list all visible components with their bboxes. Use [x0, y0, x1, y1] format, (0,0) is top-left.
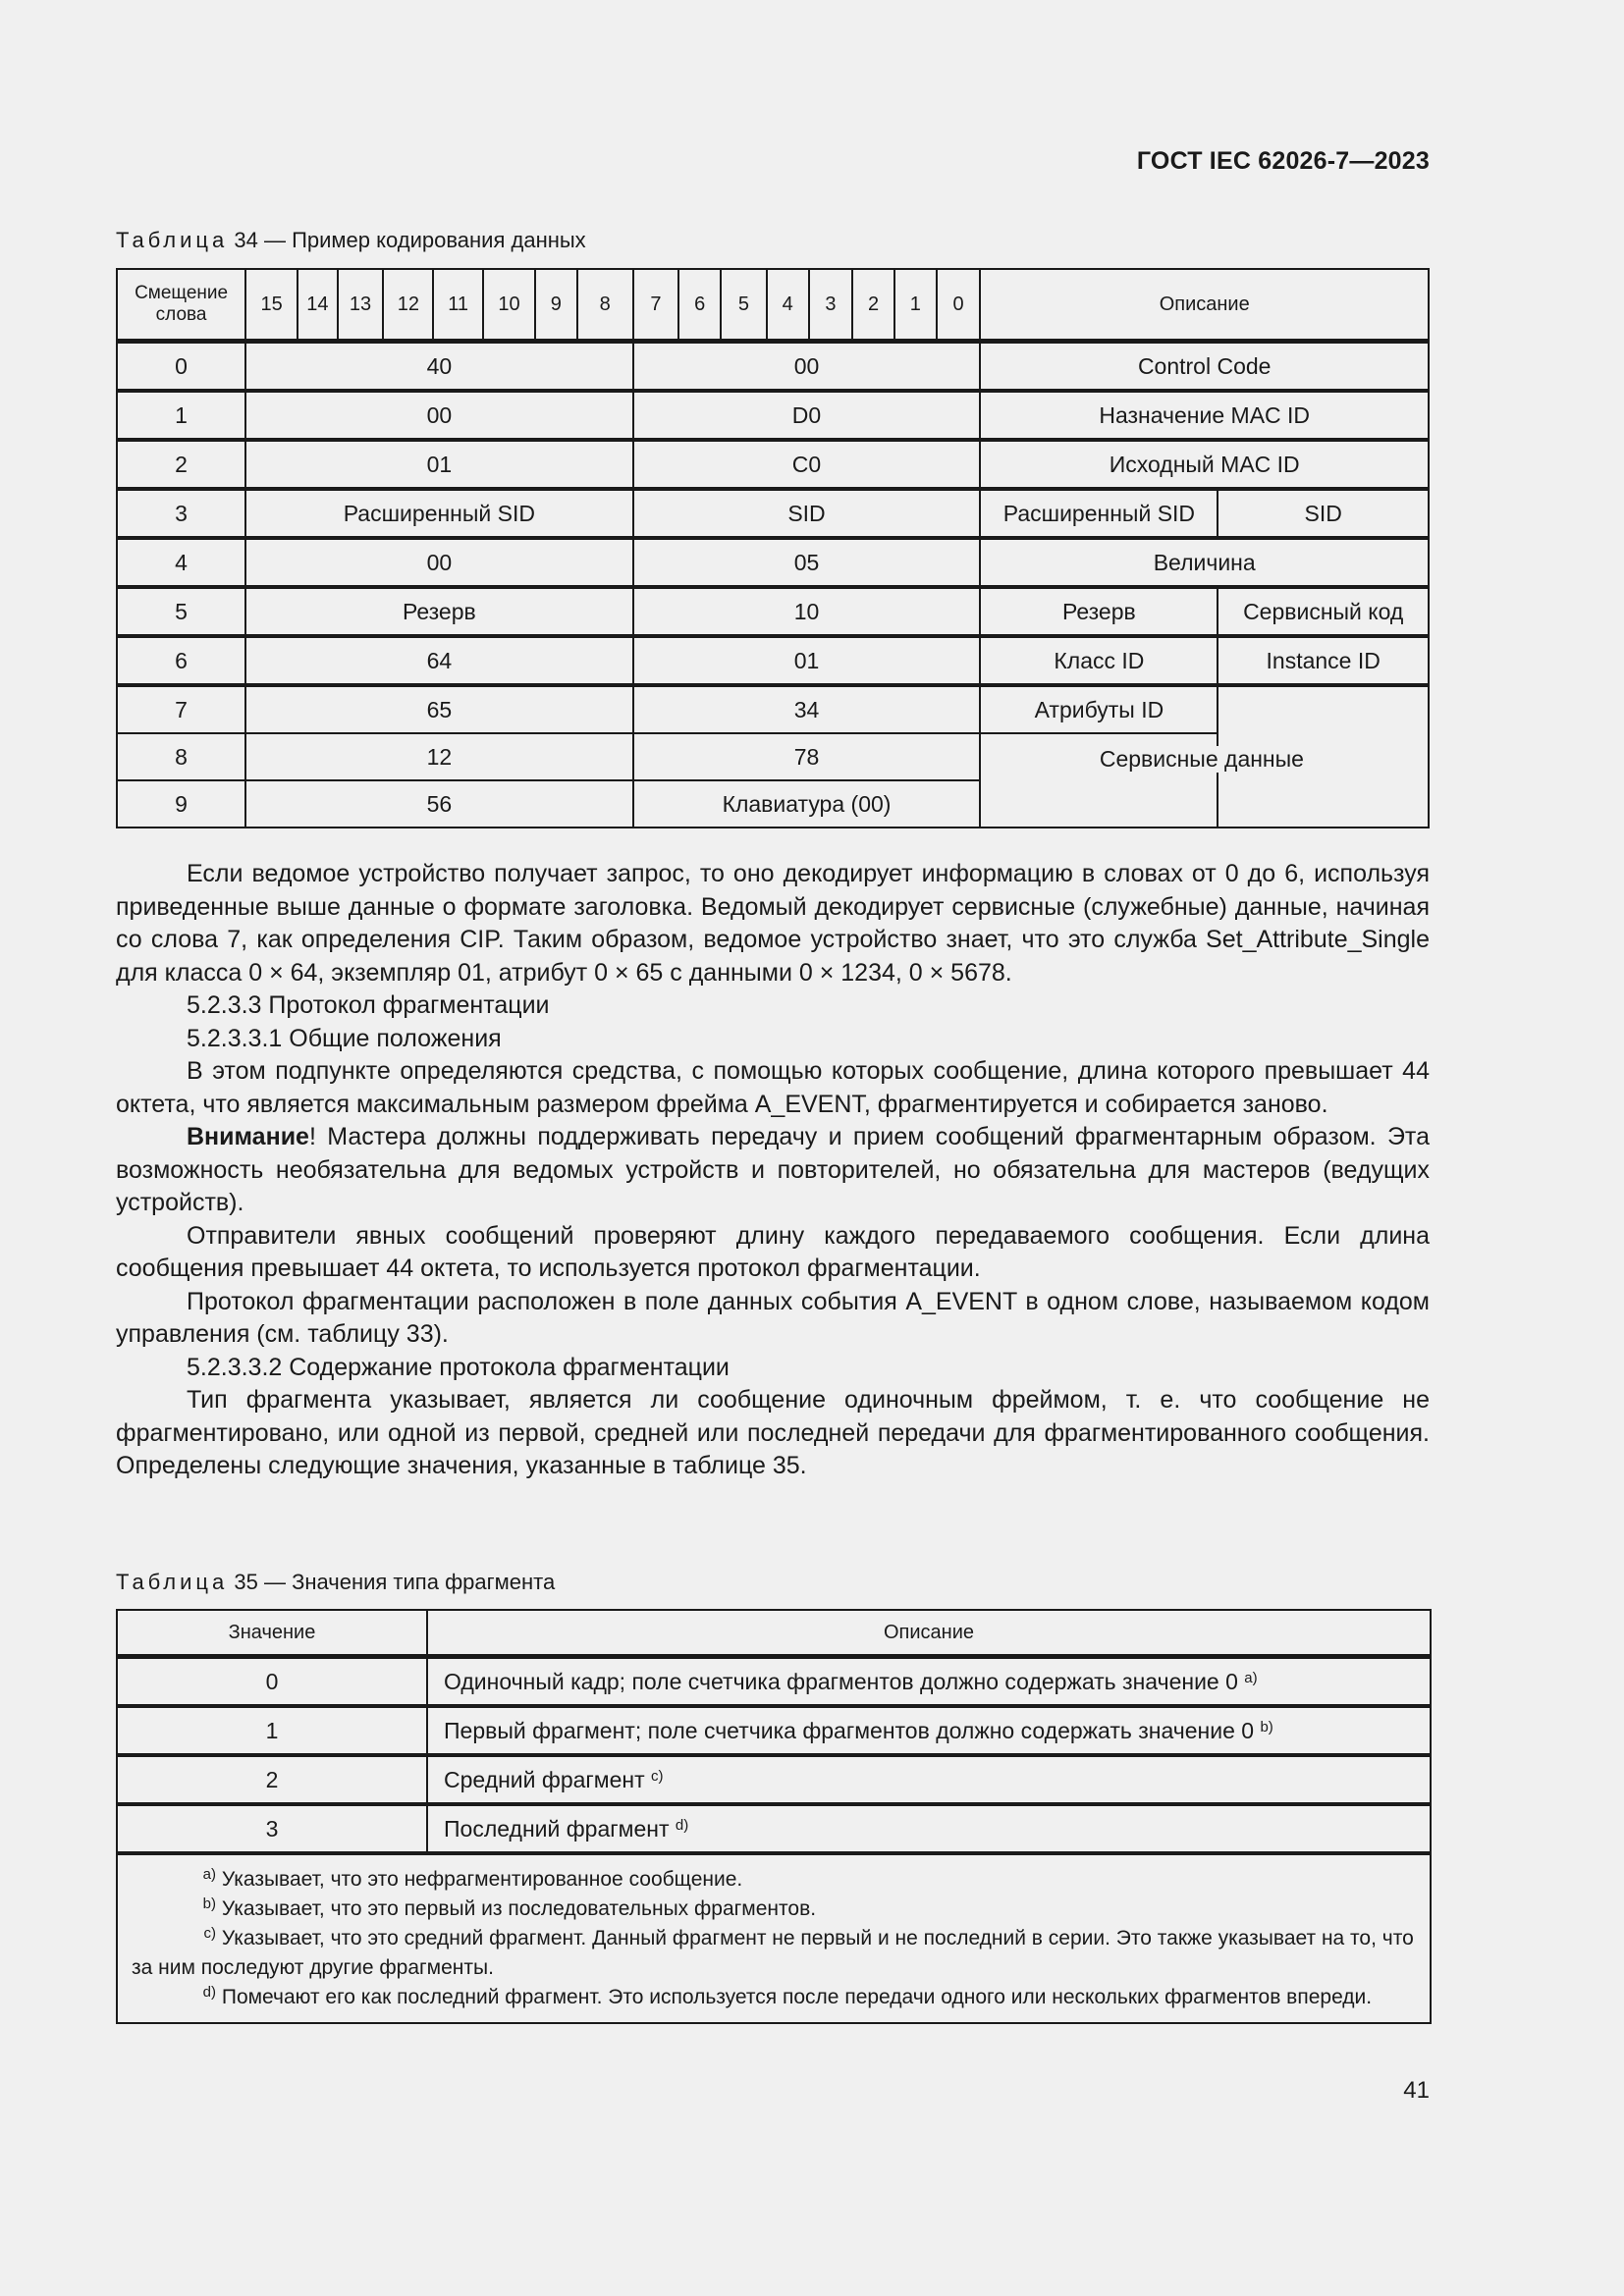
table-row: [117, 1706, 1431, 1755]
service-data-label: Сервисные данные: [981, 746, 1422, 773]
table-row: [117, 685, 1429, 733]
cell-high-byte: 00: [245, 391, 632, 440]
cell-low-byte: 00: [633, 342, 981, 392]
warning-text: ! Мастера должны поддерживать передачу и прием сообщений фрагментарным образом. Эта возможность необязательна для ведомых устройств и повторителей, но обязательна для мастеров (ведущих устройств).: [116, 1123, 1430, 1216]
header-bit: 5: [721, 269, 767, 342]
table-35-header-row: [117, 1610, 1431, 1657]
table-row: [117, 1755, 1431, 1804]
cell-high-byte: Расширенный SID: [245, 489, 632, 538]
paragraph: Если ведомое устройство получает запрос, то оно декодирует информацию в словах от 0 до 6, используя приведенные выше данные о формате заголовка. Ведомый декодирует сервисные (служебные) данные, начиная со слова 7, как определения CIP. Таким образом, ведомое устройство знает, что это служба Set_Attribute_Single для класса 0 × 64, экземпляр 01, атрибут 0 × 65 с данными 0 × 1234, 0 × 5678.: [116, 860, 1430, 987]
cell-high-byte: Резерв: [245, 587, 632, 636]
section-heading: 5.2.3.3.1 Общие положения: [187, 1024, 502, 1052]
paragraph: Протокол фрагментации расположен в поле данных события A_EVENT в одном слове, называемом кодом управления (см. таблицу 33).: [116, 1287, 1430, 1348]
cell-description-b: SID: [1218, 489, 1429, 538]
header-bit: 8: [577, 269, 633, 342]
header-value: Значение: [117, 1610, 427, 1657]
table-row: [117, 587, 1429, 636]
table-row: [117, 538, 1429, 587]
table-35-caption: [116, 1570, 555, 1595]
cell-description-a: Атрибуты ID: [980, 685, 1218, 733]
header-bit: 13: [338, 269, 384, 342]
cell-low-byte: C0: [633, 440, 981, 489]
section-heading: 5.2.3.3 Протокол фрагментации: [187, 991, 550, 1019]
footnote: [132, 1983, 1416, 2012]
footnote-mark: a): [202, 1866, 216, 1883]
cell-description: Исходный MAC ID: [980, 440, 1429, 489]
table-notes: [117, 1853, 1431, 2023]
cell-description: [427, 1755, 1431, 1804]
table-row: [117, 440, 1429, 489]
header-bit: 1: [894, 269, 937, 342]
table-row: [117, 636, 1429, 685]
cell-description-a: Резерв: [980, 587, 1218, 636]
footnote-mark: b): [1260, 1718, 1273, 1735]
table-row: [117, 489, 1429, 538]
footnote-text: Указывает, что это нефрагментированное сообщение.: [221, 1868, 743, 1891]
cell-low-byte: 78: [633, 733, 981, 780]
paragraph: Тип фрагмента указывает, является ли сообщение одиночным фреймом, т. е. что сообщение не фрагментировано, или одной из первой, средней или последней передачи для фрагментированного сообщения. Определены следующие значения, указанные в таблице 35.: [116, 1386, 1430, 1479]
table-row: [117, 1657, 1431, 1707]
cell-high-byte: 64: [245, 636, 632, 685]
footnote-mark: b): [202, 1896, 216, 1912]
header-description: Описание: [427, 1610, 1431, 1657]
header-bit: 2: [852, 269, 894, 342]
cell-offset: 3: [117, 489, 245, 538]
paragraph: [116, 1121, 1430, 1220]
cell-service-data: [980, 733, 1304, 828]
cell-description: Назначение MAC ID: [980, 391, 1429, 440]
table-35: [116, 1609, 1432, 2024]
paragraph: Отправители явных сообщений проверяют длину каждого передаваемого сообщения. Если длина сообщения превышает 44 октета, то используется протокол фрагментации.: [116, 1221, 1430, 1282]
cell-offset: 5: [117, 587, 245, 636]
header-bit: 6: [678, 269, 721, 342]
description-text: Одиночный кадр; поле счетчика фрагментов должно содержать значение 0: [444, 1668, 1238, 1694]
footnote: [132, 1865, 1416, 1895]
table-34-caption-text: 34 — Пример кодирования данных: [234, 228, 586, 252]
cell-high-byte: 12: [245, 733, 632, 780]
page-number: 41: [1403, 2077, 1430, 2104]
cell-description: [427, 1804, 1431, 1853]
cell-high-byte: 65: [245, 685, 632, 733]
header-bit: 3: [809, 269, 853, 342]
table-34-caption: [116, 228, 586, 253]
cell-offset: 0: [117, 342, 245, 392]
cell-value: 3: [117, 1804, 427, 1853]
header-offset: Смещение слова: [117, 269, 245, 342]
cell-offset: 1: [117, 391, 245, 440]
table-35-caption-prefix: Таблица: [116, 1570, 229, 1594]
cell-description-a: Класс ID: [980, 636, 1218, 685]
table-row: [117, 342, 1429, 392]
footnote-mark: c): [203, 1925, 216, 1942]
table-row: [117, 1804, 1431, 1853]
footnote-text: Помечают его как последний фрагмент. Это используется после передачи одного или нескольких фрагментов впереди.: [221, 1986, 1373, 2008]
footnote-mark: c): [651, 1767, 664, 1785]
cell-low-byte: 01: [633, 636, 981, 685]
header-description: Описание: [980, 269, 1429, 342]
cell-description-b: Instance ID: [1218, 636, 1429, 685]
document-code: ГОСТ IEC 62026-7—2023: [1136, 147, 1430, 175]
header-bit: 15: [245, 269, 298, 342]
table-35-caption-text: 35 — Значения типа фрагмента: [234, 1570, 556, 1594]
cell-low-byte: 10: [633, 587, 981, 636]
table-34-caption-prefix: Таблица: [116, 228, 229, 252]
cell-low-byte: 34: [633, 685, 981, 733]
header-bit: 0: [937, 269, 981, 342]
footnote-mark: a): [1244, 1669, 1258, 1686]
cell-value: 0: [117, 1657, 427, 1707]
cell-value: 1: [117, 1706, 427, 1755]
cell-high-byte: 56: [245, 780, 632, 828]
warning-label: Внимание: [187, 1123, 309, 1150]
header-bit: 12: [383, 269, 433, 342]
cell-offset: 6: [117, 636, 245, 685]
cell-description: Величина: [980, 538, 1429, 587]
footnote-mark: d): [675, 1816, 689, 1834]
footnote-mark: d): [202, 1984, 216, 2001]
header-bit: 9: [535, 269, 577, 342]
cell-description: [427, 1706, 1431, 1755]
cell-description-a: Расширенный SID: [980, 489, 1218, 538]
cell-low-byte: D0: [633, 391, 981, 440]
header-bit: 10: [483, 269, 535, 342]
cell-offset: 9: [117, 780, 245, 828]
description-text: Первый фрагмент; поле счетчика фрагментов должно содержать значение 0: [444, 1717, 1255, 1743]
paragraph: В этом подпункте определяются средства, с помощью которых сообщение, длина которого превышает 44 октета, что является максимальным размером фрейма A_EVENT, фрагментируется и собирается заново.: [116, 1057, 1430, 1118]
cell-low-byte: Клавиатура (00): [633, 780, 981, 828]
header-bit: 14: [298, 269, 338, 342]
cell-description-b: Сервисный код: [1218, 587, 1429, 636]
cell-offset: 7: [117, 685, 245, 733]
cell-high-byte: 01: [245, 440, 632, 489]
footnote-text: Указывает, что это средний фрагмент. Данный фрагмент не первый и не последний в серии. Это также указывает на то, что за ним последуют другие фрагменты.: [132, 1927, 1414, 1979]
cell-low-byte: 05: [633, 538, 981, 587]
notes-row: [117, 1853, 1431, 2023]
table-34: [116, 268, 1430, 828]
cell-high-byte: 00: [245, 538, 632, 587]
cell-description: [427, 1657, 1431, 1707]
table-34-header-row: [117, 269, 1429, 342]
header-bit: 7: [633, 269, 679, 342]
header-bit: 4: [767, 269, 809, 342]
cell-description: Control Code: [980, 342, 1429, 392]
cell-high-byte: 40: [245, 342, 632, 392]
cell-low-byte: SID: [633, 489, 981, 538]
cell-offset: 8: [117, 733, 245, 780]
cell-offset: 4: [117, 538, 245, 587]
table-row: [117, 391, 1429, 440]
footnote-text: Указывает, что это первый из последовательных фрагментов.: [221, 1897, 817, 1920]
description-text: Последний фрагмент: [444, 1815, 670, 1842]
cell-offset: 2: [117, 440, 245, 489]
section-heading: 5.2.3.3.2 Содержание протокола фрагментации: [187, 1353, 730, 1381]
footnote: [132, 1895, 1416, 1924]
body-text: [116, 858, 1430, 1483]
footnote: [132, 1924, 1416, 1983]
cell-value: 2: [117, 1755, 427, 1804]
header-bit: 11: [433, 269, 483, 342]
description-text: Средний фрагмент: [444, 1766, 645, 1792]
